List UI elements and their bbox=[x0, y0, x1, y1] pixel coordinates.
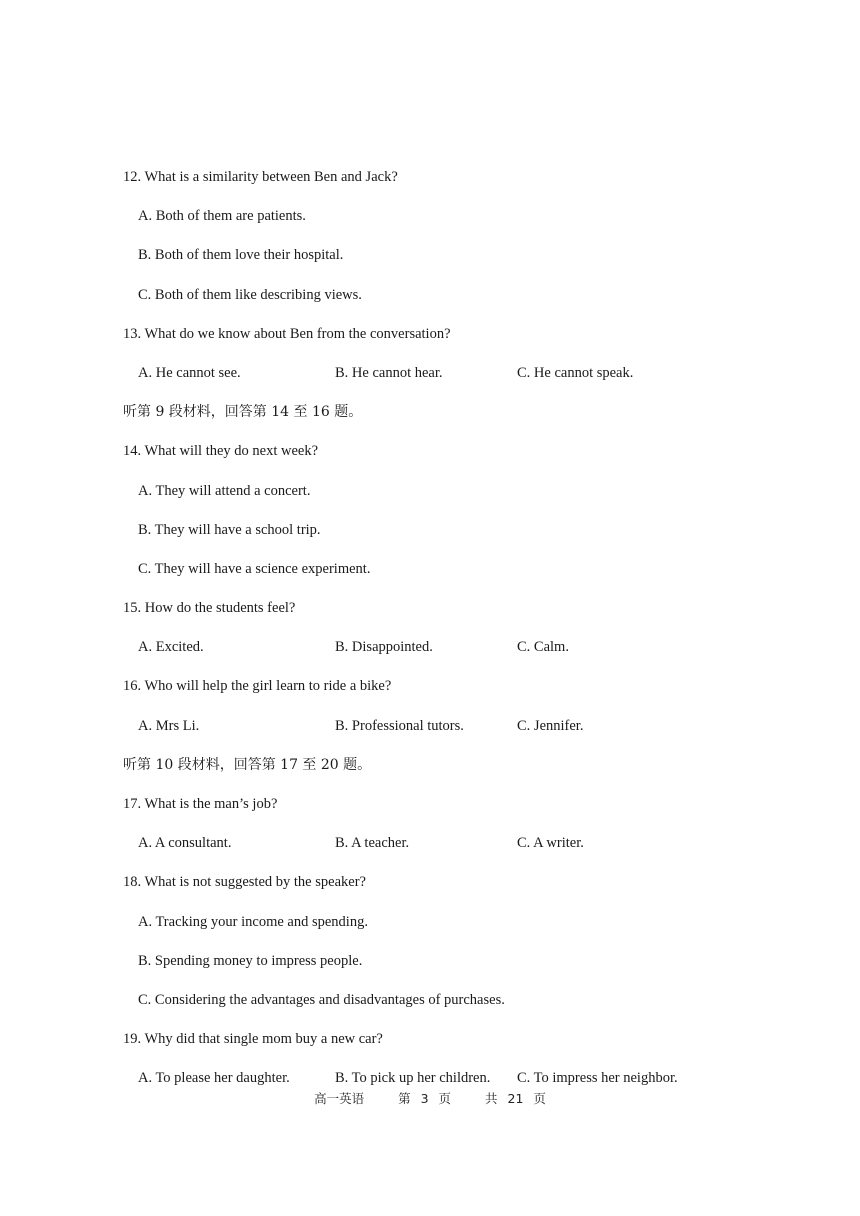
question-19-option-c: C. To impress her neighbor. bbox=[517, 1070, 678, 1087]
question-12-option-b: B. Both of them love their hospital. bbox=[138, 247, 344, 264]
question-13-option-a: A. He cannot see. bbox=[138, 364, 241, 381]
footer-page-prefix: 第 bbox=[398, 1091, 411, 1106]
question-17-options bbox=[123, 833, 763, 872]
question-15-stem: 15. How do the students feel? bbox=[123, 600, 296, 617]
question-18-option-a: A. Tracking your income and spending. bbox=[138, 913, 368, 930]
question-16-option-a: A. Mrs Li. bbox=[138, 717, 200, 734]
footer-total-pages: 21 bbox=[507, 1091, 524, 1106]
question-19-stem: 19. Why did that single mom buy a new car? bbox=[123, 1031, 383, 1048]
footer-subject: 高一英语 bbox=[314, 1091, 365, 1106]
footer-page-number: 3 bbox=[420, 1091, 429, 1106]
question-14-stem: 14. What will they do next week? bbox=[123, 443, 319, 460]
question-14-option-a: A. They will attend a concert. bbox=[138, 482, 311, 499]
question-19-option-a: A. To please her daughter. bbox=[138, 1070, 290, 1087]
question-list bbox=[123, 167, 763, 1108]
question-17-option-c: C. A writer. bbox=[517, 835, 584, 852]
question-19-option-b: B. To pick up her children. bbox=[335, 1070, 491, 1087]
question-12-option-a: A. Both of them are patients. bbox=[138, 208, 306, 225]
question-13-option-b: B. He cannot hear. bbox=[335, 364, 443, 381]
question-14-option-b: B. They will have a school trip. bbox=[138, 521, 321, 538]
question-17-option-a: A. A consultant. bbox=[138, 835, 232, 852]
footer-page-suffix: 页 bbox=[438, 1091, 452, 1106]
question-18-option-b: B. Spending money to impress people. bbox=[138, 952, 363, 969]
footer-total-prefix: 共 bbox=[485, 1091, 498, 1106]
question-15-options bbox=[123, 637, 763, 676]
question-13-stem: 13. What do we know about Ben from the conversation? bbox=[123, 325, 451, 342]
question-17-stem: 17. What is the man’s job? bbox=[123, 796, 278, 812]
section-9-instruction: 听第 9 段材料，回答第 14 至 16 题。 bbox=[123, 404, 363, 421]
question-16-options bbox=[123, 716, 763, 755]
question-15-option-a: A. Excited. bbox=[138, 639, 204, 656]
section-10-instruction: 听第 10 段材料，回答第 17 至 20 题。 bbox=[123, 756, 372, 773]
question-18-option-c: C. Considering the advantages and disadvantages of purchases. bbox=[138, 991, 505, 1008]
question-16-stem: 16. Who will help the girl learn to ride a bike? bbox=[123, 678, 392, 695]
question-12-option-c: C. Both of them like describing views. bbox=[138, 286, 362, 303]
question-14-option-c: C. They will have a science experiment. bbox=[138, 560, 371, 577]
question-17-option-b: B. A teacher. bbox=[335, 835, 410, 852]
footer-total-suffix: 页 bbox=[533, 1091, 546, 1106]
question-16-option-b: B. Professional tutors. bbox=[335, 717, 464, 734]
question-13-options bbox=[123, 363, 763, 402]
question-15-option-c: C. Calm. bbox=[517, 639, 569, 656]
page-footer bbox=[0, 1089, 860, 1107]
question-12-stem: 12. What is a similarity between Ben and Jack? bbox=[123, 169, 398, 185]
question-15-option-b: B. Disappointed. bbox=[335, 639, 433, 656]
question-18-stem: 18. What is not suggested by the speaker? bbox=[123, 874, 366, 891]
question-13-option-c: C. He cannot speak. bbox=[517, 364, 634, 381]
question-16-option-c: C. Jennifer. bbox=[517, 717, 584, 734]
